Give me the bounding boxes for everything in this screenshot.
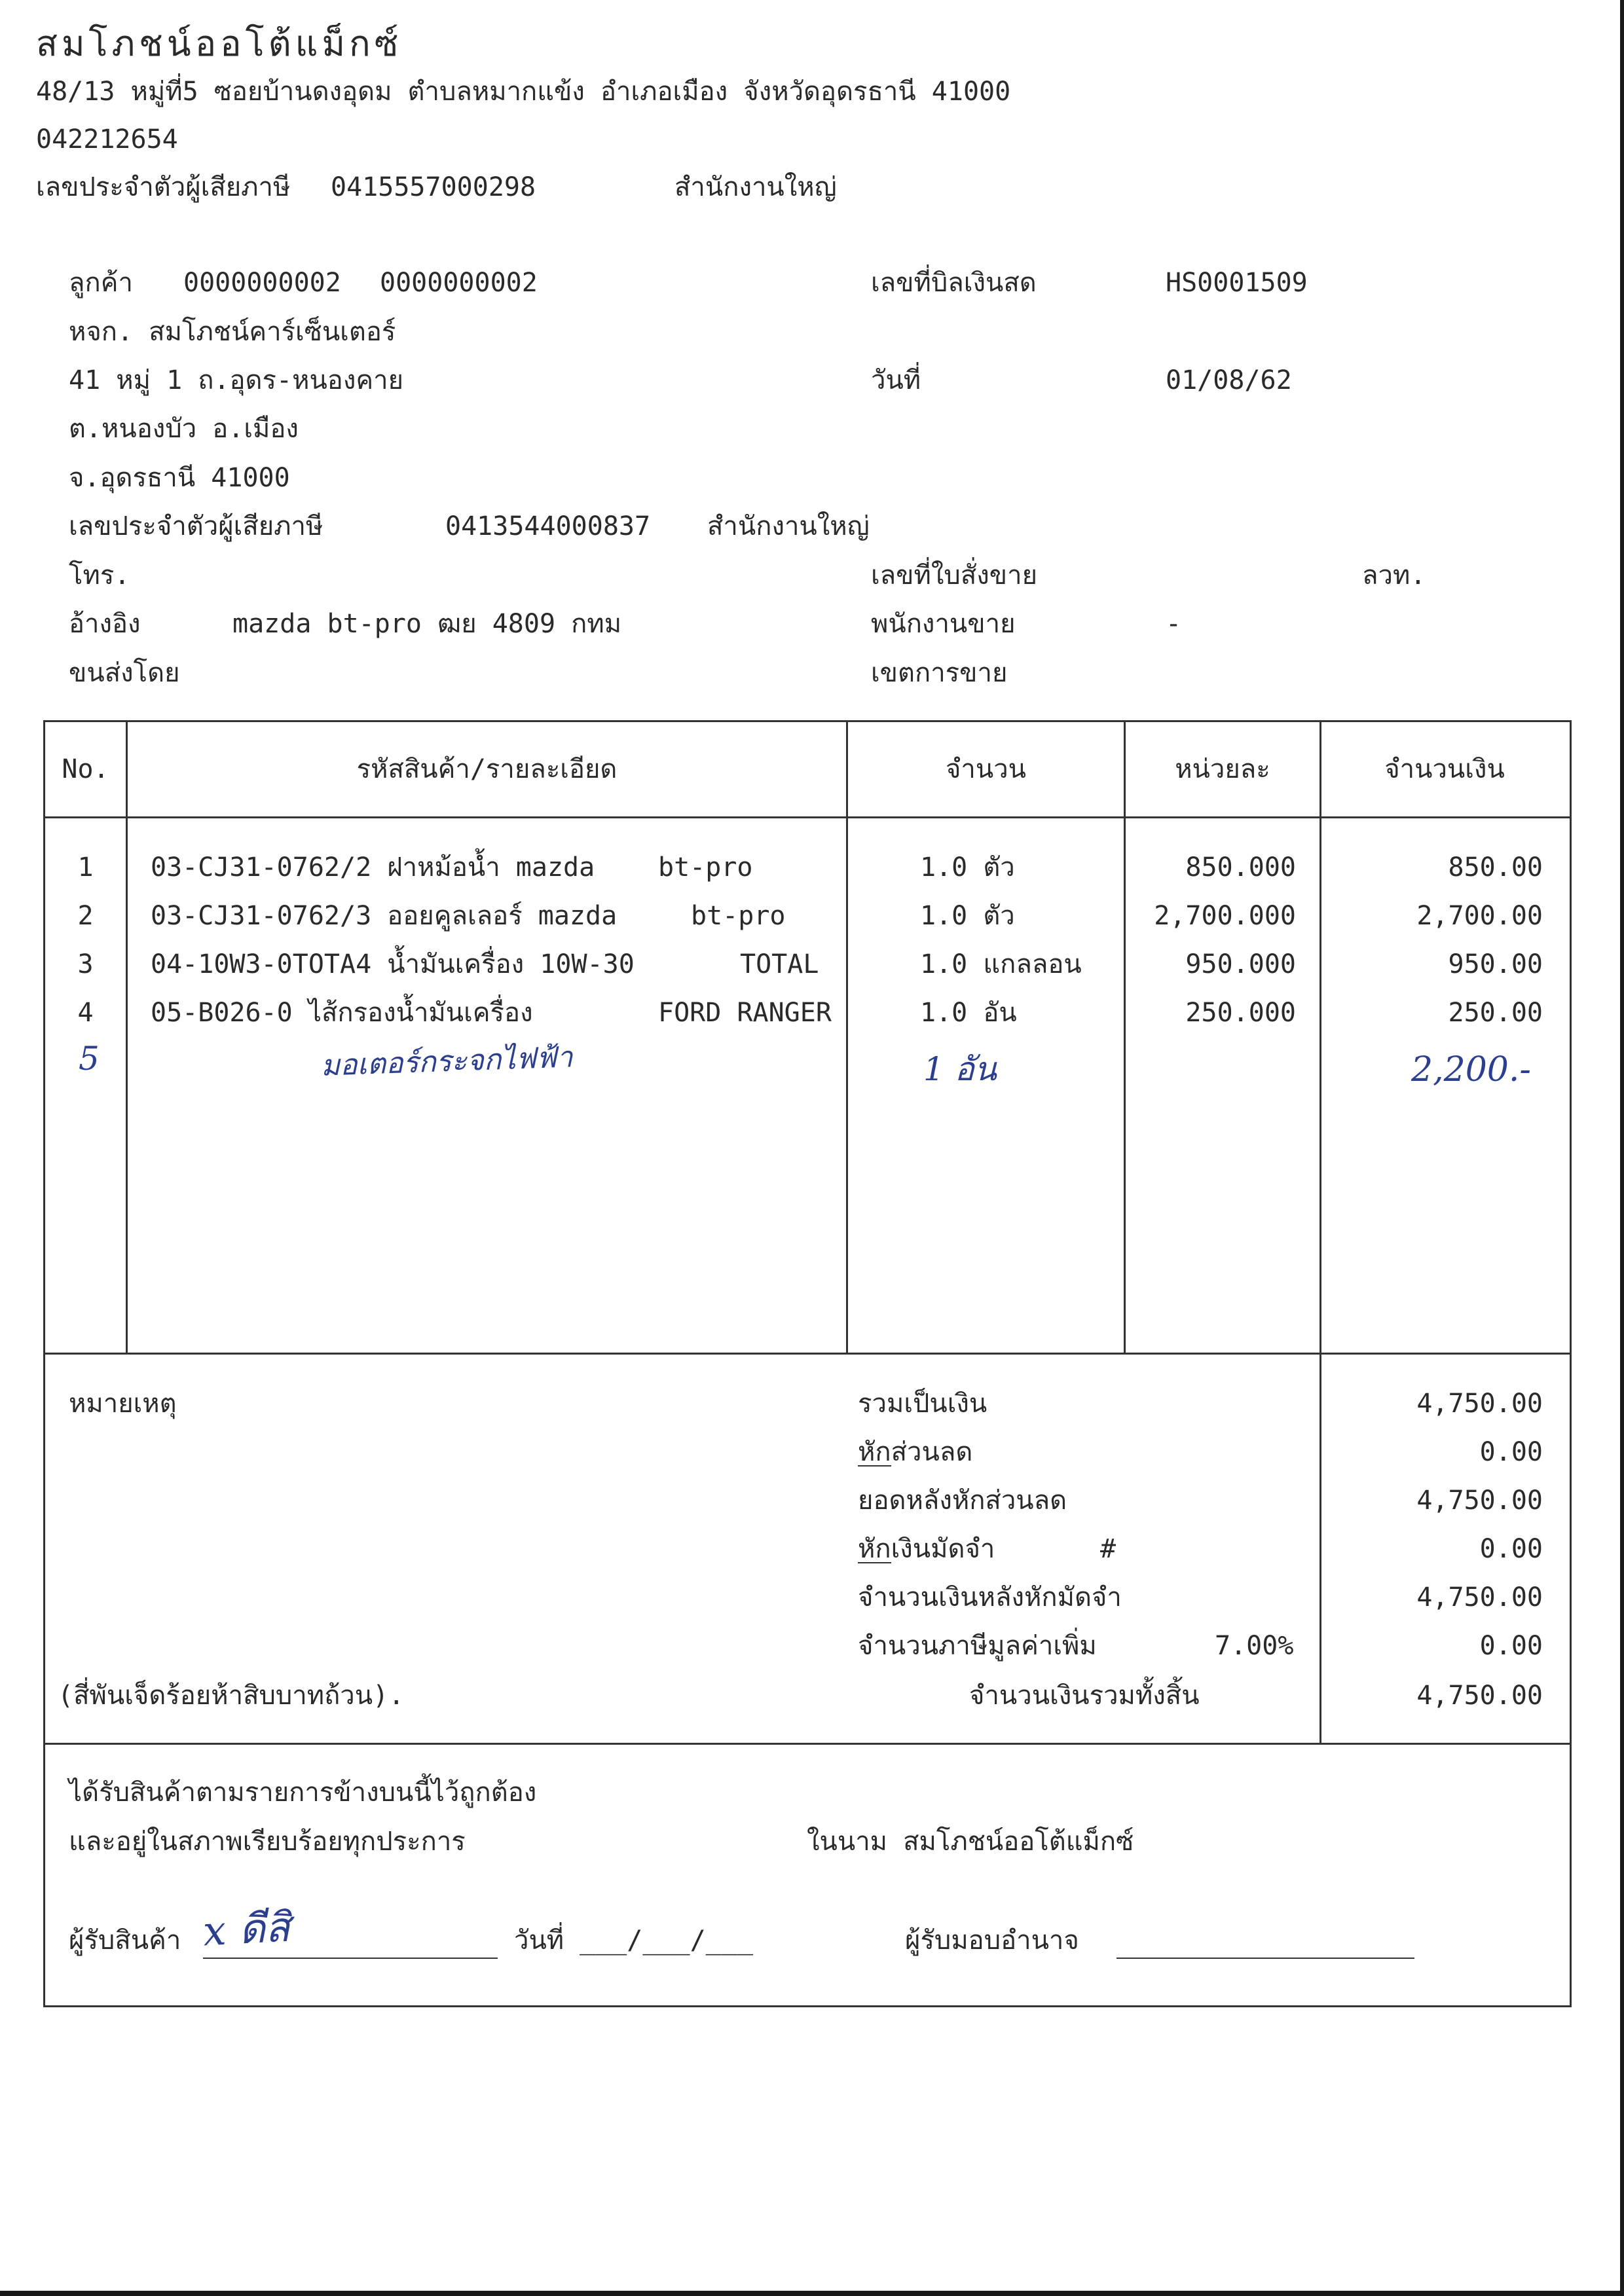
customer-ship-label: ขนส่งโดย — [69, 658, 180, 688]
receiver-signature: x ดีสิ — [202, 1903, 291, 1956]
customer-ref-value: mazda bt-pro ฒย 4809 กทม — [232, 609, 622, 639]
bill-date-value: 01/08/62 — [1166, 365, 1292, 395]
bill-no-label: เลขที่บิลเงินสด — [871, 268, 1037, 298]
bill-order-label: เลขที่ใบสั่งขาย — [871, 560, 1038, 591]
receiver-signature-line — [203, 1958, 498, 1959]
total-subtotal-label: รวมเป็นเงิน — [858, 1389, 987, 1419]
bill-date-label: วันที่ — [871, 365, 921, 395]
total-after-discount-label: ยอดหลังหักส่วนลด — [858, 1485, 1067, 1516]
row-2-code: 03-CJ31-0762/3 ออยคูลเลอร์ mazda — [151, 901, 618, 931]
receiver-label: ผู้รับสินค้า — [69, 1925, 181, 1956]
row-3-unit: 950.000 — [1185, 949, 1296, 979]
company-tax-label: เลขประจำตัวผู้เสียภาษี — [36, 172, 291, 202]
total-deposit-label — [858, 1536, 995, 1563]
customer-address-3: จ.อุดรธานี 41000 — [69, 463, 290, 493]
bill-sales-label: พนักงานขาย — [871, 609, 1016, 639]
table-footer-divider — [43, 1743, 1570, 1745]
row-5-qty: 1 อัน — [923, 1050, 997, 1088]
bill-area-label: เขตการขาย — [871, 658, 1008, 688]
grand-total-value: 4,750.00 — [1416, 1681, 1543, 1711]
bill-no-value: HS0001509 — [1166, 268, 1308, 298]
row-3-qty: 1.0 แกลลอน — [920, 949, 1082, 979]
company-tax-id: 0415557000298 — [331, 172, 536, 202]
company-name: สมโภชน์ออโต้แม็กซ์ — [36, 23, 403, 64]
total-discount-value: 0.00 — [1479, 1437, 1543, 1467]
scan-edge-bottom — [0, 2291, 1624, 2296]
header-no: No. — [62, 754, 109, 784]
row-5-amount: 2,200.- — [1411, 1050, 1531, 1089]
customer-phone-label: โทร. — [69, 560, 130, 591]
discount-deduct-word: หัก — [858, 1437, 891, 1467]
row-3-desc: TOTAL — [740, 949, 819, 979]
row-4-desc: FORD RANGER — [658, 998, 832, 1028]
row-5-no: 5 — [79, 1040, 100, 1078]
customer-label: ลูกค้า — [69, 268, 133, 298]
total-discount-label — [858, 1439, 972, 1467]
row-2-unit: 2,700.000 — [1154, 901, 1296, 931]
discount-word: ส่วนลด — [891, 1437, 973, 1467]
header-amount: จำนวนเงิน — [1384, 754, 1505, 784]
total-after-deposit-value: 4,750.00 — [1416, 1582, 1543, 1613]
total-after-deposit-label: จำนวนเงินหลังหักมัดจำ — [858, 1582, 1122, 1613]
row-1-unit: 850.000 — [1185, 852, 1296, 883]
customer-branch: สำนักงานใหญ่ — [707, 511, 870, 541]
row-1-no: 1 — [77, 852, 94, 883]
table-body-divider — [43, 1353, 1570, 1355]
customer-address-2: ต.หนองบัว อ.เมือง — [69, 414, 299, 444]
footer-received-line-2: และอยู่ในสภาพเรียบร้อยทุกประการ — [69, 1827, 466, 1857]
customer-address-1: 41 หมู่ 1 ถ.อุดร-หนองคาย — [69, 365, 404, 395]
company-phone: 042212654 — [36, 124, 178, 155]
row-4-amount: 250.00 — [1448, 998, 1543, 1028]
total-deposit-hash: # — [1100, 1534, 1116, 1564]
row-1-qty: 1.0 ตัว — [920, 852, 1015, 883]
authorized-signature-line — [1116, 1958, 1414, 1959]
col-divider-qty — [1124, 720, 1126, 1355]
row-2-qty: 1.0 ตัว — [920, 901, 1015, 931]
scan-edge-right — [1620, 0, 1624, 2296]
table-header-divider — [43, 816, 1570, 818]
total-after-discount-value: 4,750.00 — [1416, 1485, 1543, 1516]
bill-order-suffix: ลวท. — [1362, 560, 1426, 591]
remarks-label: หมายเหตุ — [69, 1389, 177, 1419]
row-2-no: 2 — [77, 901, 94, 931]
row-3-amount: 950.00 — [1448, 949, 1543, 979]
customer-name: หจก. สมโภชน์คาร์เซ็นเตอร์ — [69, 317, 396, 347]
customer-code-1: 0000000002 — [183, 268, 341, 298]
deposit-word: เงินมัดจำ — [891, 1534, 995, 1564]
customer-tax-label: เลขประจำตัวผู้เสียภาษี — [69, 511, 323, 541]
authorized-label: ผู้รับมอบอำนาจ — [905, 1925, 1079, 1956]
row-1-amount: 850.00 — [1448, 852, 1543, 883]
header-qty: จำนวน — [945, 754, 1027, 784]
deposit-deduct-word: หัก — [858, 1534, 891, 1564]
customer-code-2: 0000000002 — [380, 268, 538, 298]
total-vat-value: 0.00 — [1479, 1631, 1543, 1661]
total-vat-rate: 7.00% — [1215, 1631, 1294, 1661]
col-divider-no — [126, 720, 128, 1355]
row-3-code: 04-10W3-0TOTA4 น้ำมันเครื่อง 10W-30 — [151, 949, 635, 979]
grand-total-label: จำนวนเงินรวมทั้งสิ้น — [969, 1681, 1200, 1711]
row-2-amount: 2,700.00 — [1416, 901, 1543, 931]
company-address: 48/13 หมู่ที่5 ซอยบ้านดงอุดม ตำบลหมากแข้ง อำเภอเมือง จังหวัดอุดรธานี 41000 — [36, 77, 1011, 107]
company-branch: สำนักงานใหญ่ — [674, 172, 837, 202]
header-unit: หน่วยละ — [1175, 754, 1270, 784]
footer-received-line-1: ได้รับสินค้าตามรายการข้างบนนี้ไว้ถูกต้อง — [69, 1777, 537, 1808]
row-2-desc: bt-pro — [691, 901, 786, 931]
row-5-desc: มอเตอร์กระจกไฟฟ้า — [320, 1040, 574, 1083]
row-1-desc: bt-pro — [658, 852, 753, 883]
header-desc: รหัสสินค้า/รายละเอียด — [356, 754, 618, 784]
receive-date-label: วันที่ — [514, 1925, 564, 1956]
total-subtotal-value: 4,750.00 — [1416, 1389, 1543, 1419]
col-divider-desc — [846, 720, 848, 1355]
grand-total-words: (สี่พันเจ็ดร้อยห้าสิบบาทถ้วน). — [58, 1681, 405, 1711]
row-4-unit: 250.000 — [1185, 998, 1296, 1028]
footer-on-behalf: ในนาม สมโภชน์ออโต้แม็กซ์ — [807, 1827, 1134, 1857]
customer-tax-id: 0413544000837 — [445, 511, 651, 541]
row-1-code: 03-CJ31-0762/2 ฝาหม้อน้ำ mazda — [151, 852, 595, 883]
row-4-code: 05-B026-0 ไส้กรองน้ำมันเครื่อง — [151, 998, 533, 1028]
row-3-no: 3 — [77, 949, 94, 979]
row-4-no: 4 — [77, 998, 94, 1028]
total-deposit-value: 0.00 — [1479, 1534, 1543, 1564]
bill-sales-value: - — [1166, 609, 1182, 639]
total-vat-label: จำนวนภาษีมูลค่าเพิ่ม — [858, 1631, 1097, 1661]
receive-date-blank: ___/___/___ — [580, 1925, 753, 1956]
customer-ref-label: อ้างอิง — [69, 609, 141, 639]
row-4-qty: 1.0 อัน — [920, 998, 1017, 1028]
